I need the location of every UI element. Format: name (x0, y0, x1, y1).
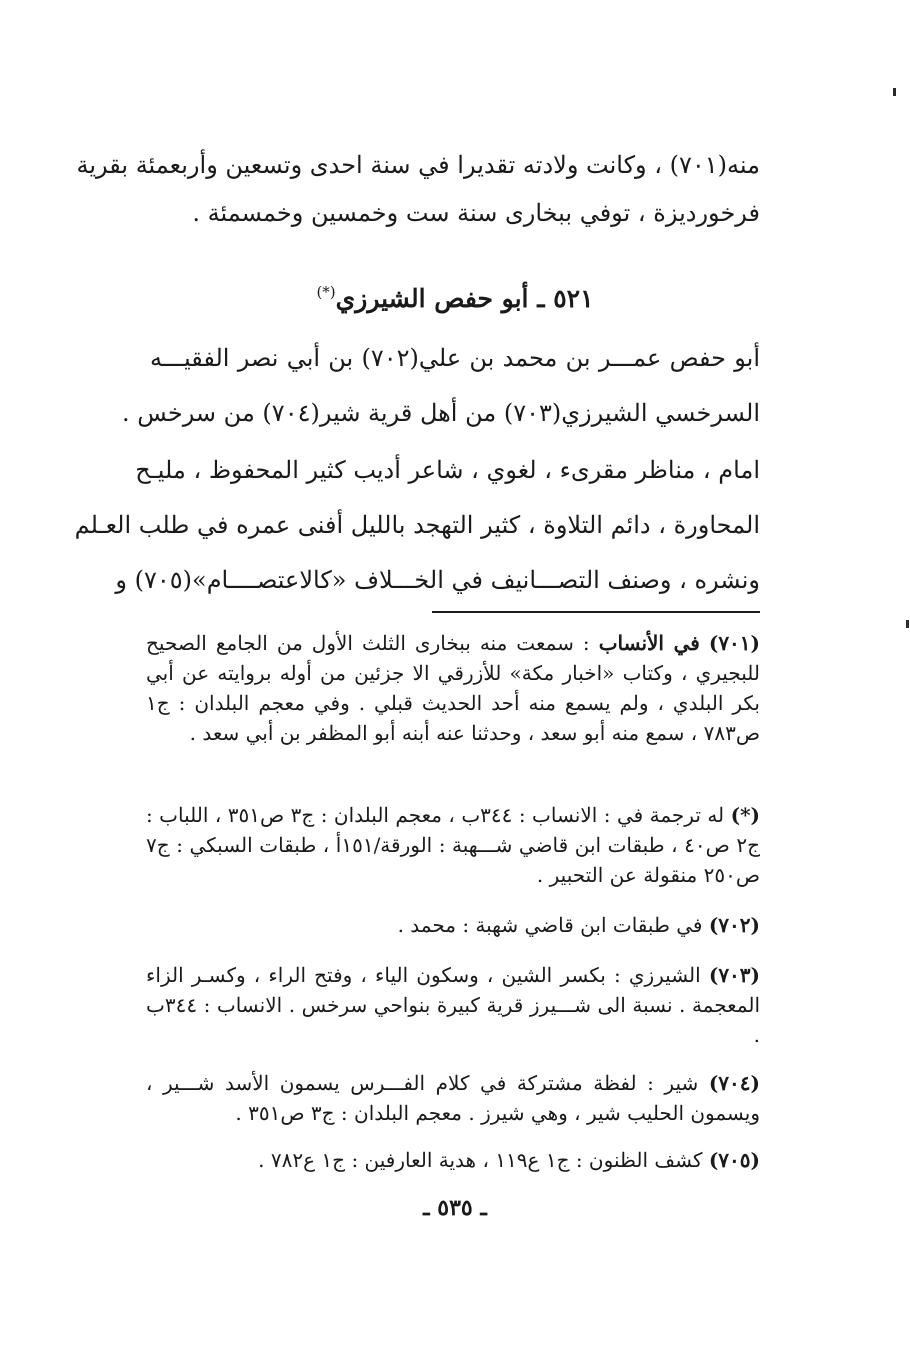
footnote-number: (*) (730, 803, 760, 827)
footnote-text: شير : لفظة مشتركة في كلام الفـــرس يسمون الأسد شـــير ، ويسمون الحليب شير ، وهي شيرز . معجم البلدان : ج٣ ص٣٥١ . (146, 1071, 760, 1125)
footnote-number: (٧٠١) (708, 631, 761, 655)
footnote-705 (146, 1145, 760, 1175)
footnote-lead: في الأنساب (598, 631, 700, 655)
footnote-text: له ترجمة في : الانساب : ٣٤٤ب ، معجم البلدان : ج٣ ص٣٥١ ، اللباب : ج٢ ص٤٠ ، طبقات ابن قاضي شـــهبة : الورقة/١٥١أ ، طبقات السبكي : ج٧ ص٢٥٠ منقولة عن التحبير . (146, 803, 760, 887)
footnote-number: (٧٠٥) (708, 1148, 760, 1172)
footnote-number: (٧٠٤) (708, 1071, 760, 1095)
intro-line-2: فرخورديزة ، توفي ببخارى سنة ست وخمسين وخمسمئة . (192, 199, 760, 227)
entry-heading (150, 276, 760, 315)
entry-line-3: امام ، مناظر مقرىء ، لغوي ، شاعر أديب كثير المحفوظ ، مليـح (135, 456, 760, 484)
footnote-704 (146, 1068, 760, 1128)
entry-name: أبو حفص الشيرزي (335, 284, 529, 313)
entry-heading-mark: (*) (316, 283, 336, 301)
intro-line-1: منه(٧٠١) ، وكانت ولادته تقديرا في سنة احدى وتسعين وأربعمئة بقرية (76, 151, 760, 179)
footnote-702 (146, 910, 760, 940)
entry-line-1: أبو حفص عمـــر بن محمد بن علي(٧٠٢) بن أبي نصر الفقيـــه (150, 344, 760, 372)
footnote-star (146, 800, 760, 890)
footnote-text: في طبقات ابن قاضي شهبة : محمد . (397, 913, 703, 937)
entry-number: ٥٢١ ـ (537, 284, 594, 313)
scan-mark (906, 620, 909, 628)
entry-line-2: السرخسي الشيرزي(٧٠٣) من أهل قرية شير(٧٠٤) من سرخس . (122, 399, 760, 427)
footnote-text: الشيرزي : بكسر الشين ، وسكون الياء ، وفتح الراء ، وكسـر الزاء المعجمة . نسبة الى شـــيرز قرية كبيرة بنواحي سرخس . الانساب : ٣٤٤ب . (146, 963, 760, 1047)
footnote-text: : سمعت منه ببخارى الثلث الأول من الجامع الصحيح للبجيري ، وكتاب «اخبار مكة» للأزرقي الا جزئين من أوله بروايته عن أبي بكر البلدي ، ولم يسمع منه أحد الحديث قبلي . وفي معجم البلدان : ج١ ص٧٨٣ ، سمع منه أبو سعد ، وحدثنا عنه أبنه أبو المظفر بن أبي سعد . (146, 631, 760, 745)
footnote-text: كشف الظنون : ج١ ع١١٩ ، هدية العارفين : ج١ ع٧٨٢ . (258, 1148, 703, 1172)
page-number: ـ ٥٣٥ ـ (423, 1195, 487, 1221)
footnote-separator (432, 611, 760, 613)
entry-line-5: ونشره ، وصنف التصـــانيف في الخـــلاف «كالاعتصــــام»(٧٠٥) و (115, 566, 760, 594)
footnote-701 (146, 628, 760, 748)
entry-line-4: المحاورة ، دائم التلاوة ، كثير التهجد بالليل أفنى عمره في طلب العـلم (74, 511, 760, 539)
scan-mark (893, 88, 896, 96)
footnote-703 (146, 960, 760, 1050)
footnote-number: (٧٠٣) (708, 963, 761, 987)
footnote-number: (٧٠٢) (708, 913, 760, 937)
